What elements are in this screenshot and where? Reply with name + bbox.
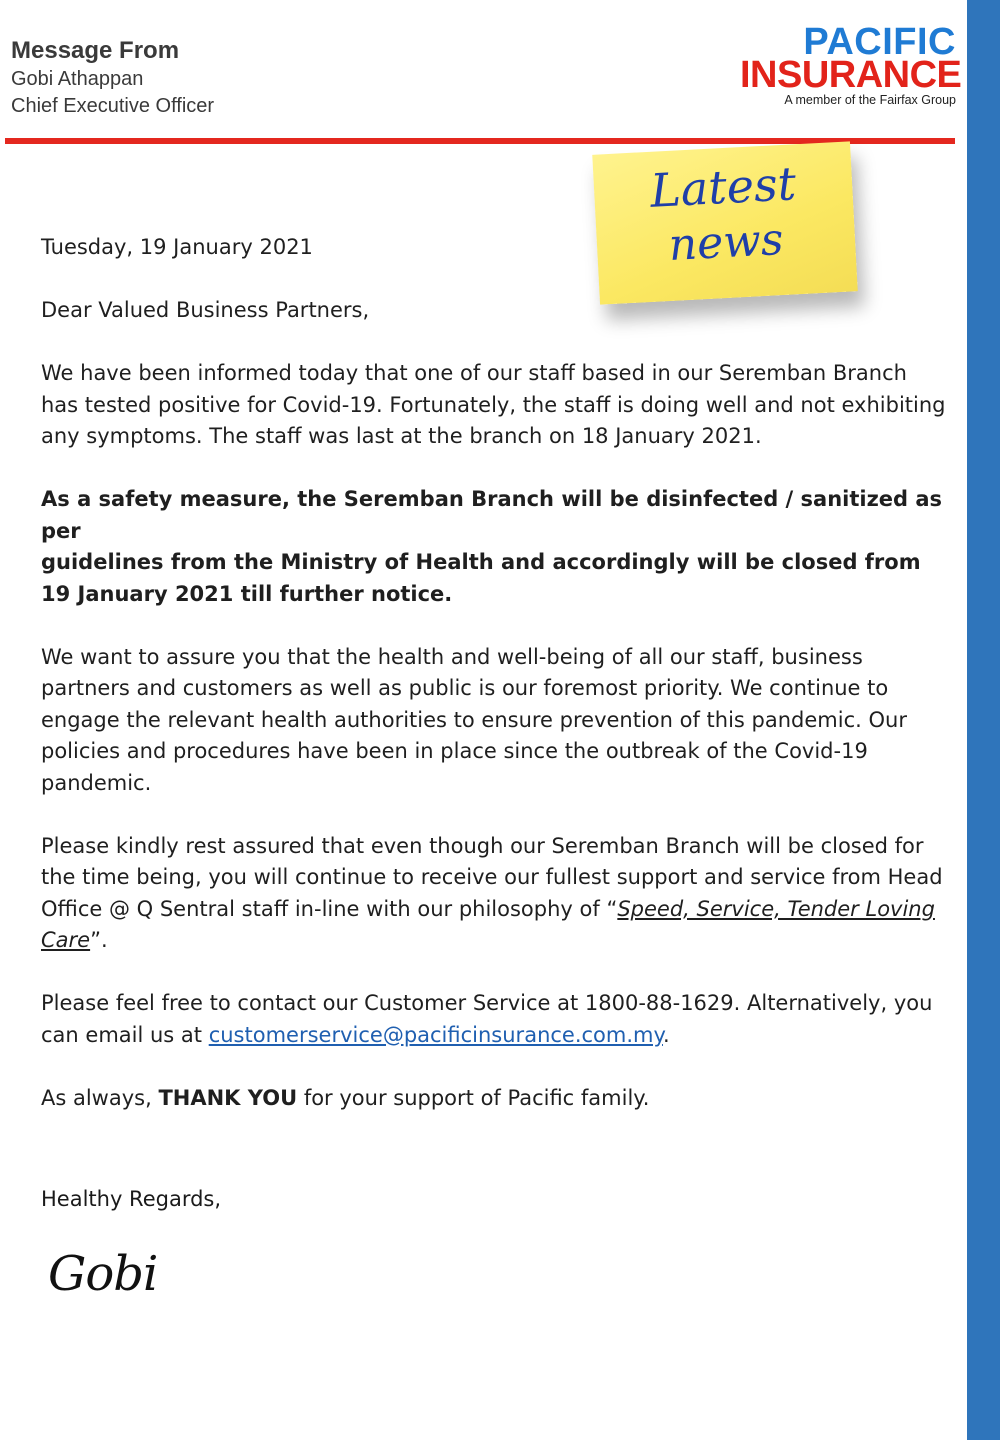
paragraph-2 (41, 484, 946, 610)
philosophy-text: Speed, Service, Tender Loving Care (41, 896, 935, 952)
paragraph-2-line-1: As a safety measure, the Seremban Branch will be disinfected / sanitized as per (41, 487, 943, 543)
paragraph-2-line-3: 19 January 2021 till further notice. (41, 581, 453, 606)
paragraph-4-end: ”. (90, 928, 108, 952)
paragraph-6-end: for your support of Pacific family. (297, 1085, 650, 1110)
sticky-note-line-2: news (667, 214, 785, 271)
paragraph-6 (41, 1083, 946, 1115)
salutation: Dear Valued Business Partners, (41, 298, 370, 322)
letter-body (41, 232, 946, 1114)
sticky-note-line-1: Latest (648, 156, 798, 218)
paragraph-2-line-2: guidelines from the Ministry of Health and accordingly will be closed from (41, 550, 921, 574)
paragraph-5 (41, 988, 946, 1051)
side-accent-bar (967, 0, 1000, 1440)
sender-name: Gobi Athappan (11, 68, 144, 90)
paragraph-5-end: . (662, 1022, 670, 1047)
logo-word-insurance: INSURANCE (740, 54, 962, 96)
logo-word-pacific: PACIFIC (803, 21, 956, 63)
paragraph-4 (41, 831, 946, 957)
paragraph-6-text: As always, (41, 1085, 159, 1110)
thank-you-text: THANK YOU (158, 1085, 298, 1110)
logo-tagline: A member of the Fairfax Group (784, 93, 956, 107)
paragraph-1: We have been informed today that one of our staff based in our Seremban Branch has tested positive for Covid-19. Fortunately, the staff is doing well and not exhibiting any symptoms. The staff was last at the branch on 18 January 2021. (41, 361, 946, 448)
paragraph-4-text: Please kindly rest assured that even though our Seremban Branch will be closed for the time being, you will continue to receive our fullest support and service from Head Office @ Q Sentral staff in-line with our philosophy of “ (41, 833, 943, 921)
email-link[interactable]: customerservice@pacificinsurance.com.my (208, 1022, 663, 1047)
header-title: Message From (11, 37, 180, 64)
paragraph-3: We want to assure you that the health and well-being of all our staff, business partners and customers as well as public is our foremost priority. We continue to engage the relevant health authorities to ensure prevention of this pandemic. Our policies and procedures have been in place since the outbreak of the Covid-19 pandemic. (41, 644, 907, 795)
closing: Healthy Regards, (41, 1187, 222, 1211)
paragraph-5-text: Please feel free to contact our Customer Service at 1800-88-1629. Alternatively, you can email us at (41, 991, 933, 1047)
company-logo (740, 21, 962, 108)
letter-date: Tuesday, 19 January 2021 (41, 235, 313, 259)
letter-header (11, 36, 214, 120)
sender-role: Chief Executive Officer (11, 95, 215, 117)
signature: Gobi (48, 1246, 158, 1302)
